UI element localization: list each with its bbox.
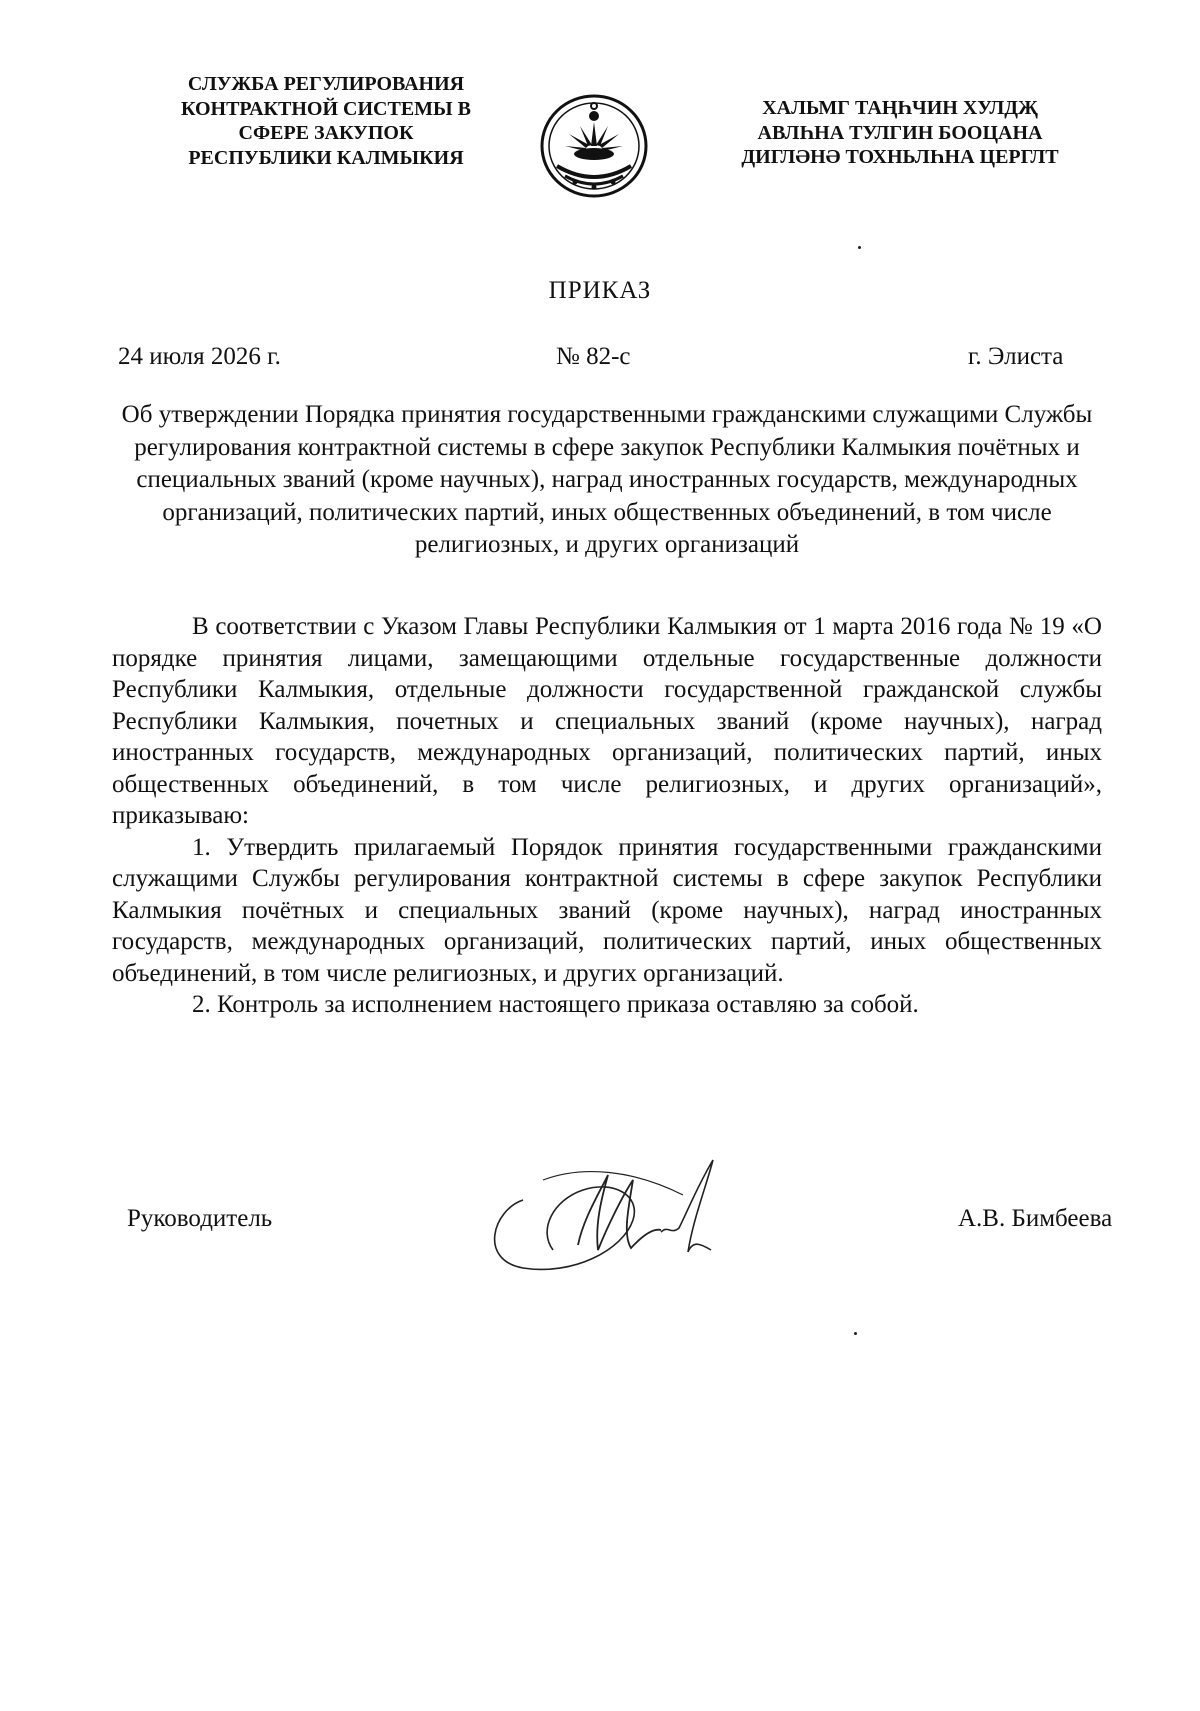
scan-speck xyxy=(854,1332,857,1335)
order-item-1: 1. Утвердить прилагаемый Порядок принятия государственными гражданскими служащими Службы регулирования контрактной системы в сфере закупок Республики Калмыкия почётных и специальных званий (кроме научных), наград иностранных государств, международных организаций, политических партий, иных общественных объединений, в том числе религиозных, и других организаций. xyxy=(112,833,1102,987)
document-city: г. Элиста xyxy=(968,343,1064,370)
document-type: ПРИКАЗ xyxy=(548,277,652,304)
document-number: № 82-с xyxy=(556,343,631,370)
document-body xyxy=(112,611,1102,1021)
scan-speck xyxy=(858,246,861,249)
order-item-2: 2. Контроль за исполнением настоящего приказа оставляю за собой. xyxy=(192,991,919,1018)
kalmykia-coat-of-arms-icon xyxy=(535,88,653,200)
handwritten-signature xyxy=(483,1140,743,1280)
document-date: 24 июля 2026 г. xyxy=(118,343,281,370)
right-org-name: ХАЛЬМГ ТАҢҺЧИН ХУЛДҖ АВЛҺНА ТУЛГИН БООЦАНА ДИГЛӘНӘ ТОХНЬЛҺНА ЦЕРГЛТ xyxy=(741,97,1059,168)
left-org-name: СЛУЖБА РЕГУЛИРОВАНИЯ КОНТРАКТНОЙ СИСТЕМЫ В СФЕРЕ ЗАКУПОК РЕСПУБЛИКИ КАЛМЫКИЯ xyxy=(180,73,472,169)
preamble-paragraph: В соответствии с Указом Главы Республики Калмыкия от 1 марта 2016 года № 19 «О порядке принятия лицами, замещающими отдельные государственные должности Республики Калмыкия, отдельные должности государственной гражданской службы Республики Калмыкия, почетных и специальных званий (кроме научных), наград иностранных государств, международных организаций, политических партий, иных общественных объединений, в том числе религиозных, и других организаций», приказываю: xyxy=(112,613,1102,829)
signatory-position: Руководитель xyxy=(127,1205,273,1232)
signatory-name: А.В. Бимбеева xyxy=(958,1205,1113,1232)
document-title: Об утверждении Порядка принятия государственными гражданскими служащими Службы регулирования контрактной системы в сфере закупок Республики Калмыкия почётных и специальных званий (кроме научных), наград иностранных государств, международных организаций, политических партий, иных общественных объединений, в том числе религиозных, и других организаций xyxy=(121,401,1093,559)
